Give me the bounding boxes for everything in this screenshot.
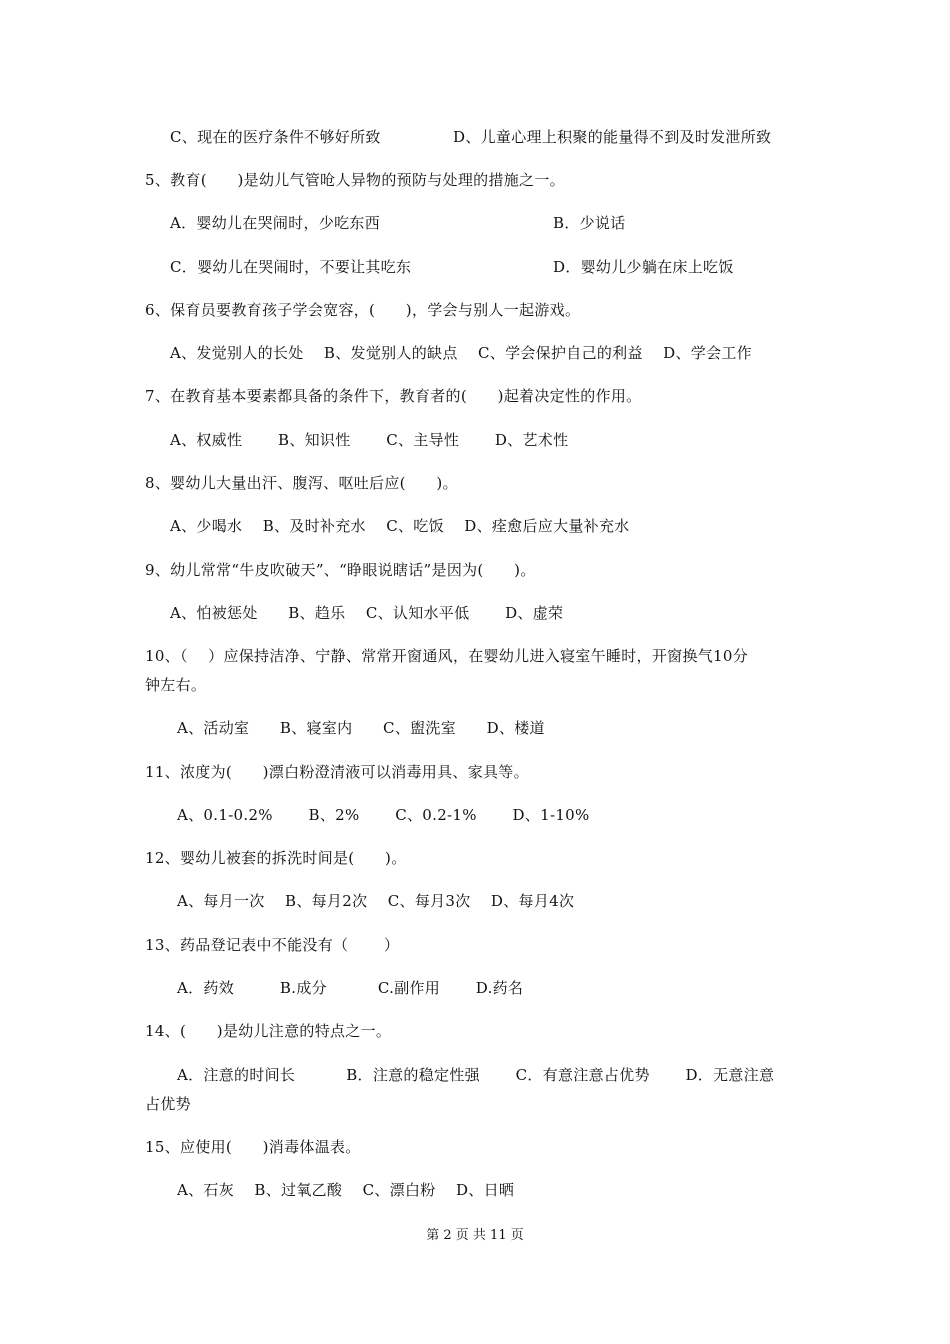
q14-stem: 14、( )是幼儿注意的特点之一。 bbox=[145, 1022, 392, 1040]
q13-options: A．药效 B.成分 C.副作用 D.药名 bbox=[177, 979, 524, 997]
q9-options: A、怕被惩处 B、趋乐 C、认知水平低 D、虚荣 bbox=[170, 604, 564, 622]
q6-options: A、发觉别人的长处 B、发觉别人的缺点 C、学会保护自己的利益 D、学会工作 bbox=[170, 344, 752, 362]
q11-options: A、0.1-0.2% B、2% C、0.2-1% D、1-10% bbox=[177, 806, 590, 824]
q14-options-line2: 占优势 bbox=[145, 1095, 191, 1113]
q5-option-d: D．婴幼儿少躺在床上吃饭 bbox=[553, 258, 734, 276]
q12-stem: 12、婴幼儿被套的拆洗时间是( )。 bbox=[145, 849, 407, 867]
q12-options: A、每月一次 B、每月2次 C、每月3次 D、每月4次 bbox=[177, 892, 575, 910]
q14-options-line1: A．注意的时间长 B．注意的稳定性强 C．有意注意占优势 D．无意注意 bbox=[177, 1066, 775, 1084]
q5-option-a: A．婴幼儿在哭闹时，少吃东西 bbox=[170, 214, 381, 232]
q4-option-c: C、现在的医疗条件不够好所致 bbox=[170, 128, 381, 146]
q15-options: A、石灰 B、过氧乙酸 C、漂白粉 D、日晒 bbox=[177, 1181, 515, 1199]
q8-stem: 8、婴幼儿大量出汗、腹泻、呕吐后应( )。 bbox=[145, 474, 458, 492]
q4-option-d: D、儿童心理上积聚的能量得不到及时发泄所致 bbox=[453, 128, 772, 146]
q7-stem: 7、在教育基本要素都具备的条件下，教育者的( )起着决定性的作用。 bbox=[145, 387, 642, 405]
q10-stem-line2: 钟左右。 bbox=[145, 676, 207, 694]
q8-options: A、少喝水 B、及时补充水 C、吃饭 D、痊愈后应大量补充水 bbox=[170, 517, 630, 535]
q10-stem-line1: 10、（ ）应保持洁净、宁静、常常开窗通风，在婴幼儿进入寝室午睡时，开窗换气10分 bbox=[145, 647, 749, 665]
q5-option-c: C．婴幼儿在哭闹时，不要让其吃东 bbox=[170, 258, 412, 276]
q6-stem: 6、保育员要教育孩子学会宽容，( )，学会与别人一起游戏。 bbox=[145, 301, 581, 319]
q13-stem: 13、药品登记表中不能没有（ ） bbox=[145, 936, 400, 954]
q7-options: A、权威性 B、知识性 C、主导性 D、艺术性 bbox=[170, 431, 569, 449]
q10-options: A、活动室 B、寝室内 C、盥洗室 D、楼道 bbox=[177, 719, 545, 737]
q5-stem: 5、教育( )是幼儿气管呛人异物的预防与处理的措施之一。 bbox=[145, 171, 565, 189]
q9-stem: 9、幼儿常常“牛皮吹破天”、“睁眼说瞎话”是因为( )。 bbox=[145, 561, 536, 579]
q15-stem: 15、应使用( )消毒体温表。 bbox=[145, 1138, 361, 1156]
page-footer: 第 2 页 共 11 页 bbox=[426, 1228, 524, 1243]
q5-option-b: B．少说话 bbox=[553, 214, 626, 232]
q11-stem: 11、浓度为( )漂白粉澄清液可以消毒用具、家具等。 bbox=[145, 763, 529, 781]
